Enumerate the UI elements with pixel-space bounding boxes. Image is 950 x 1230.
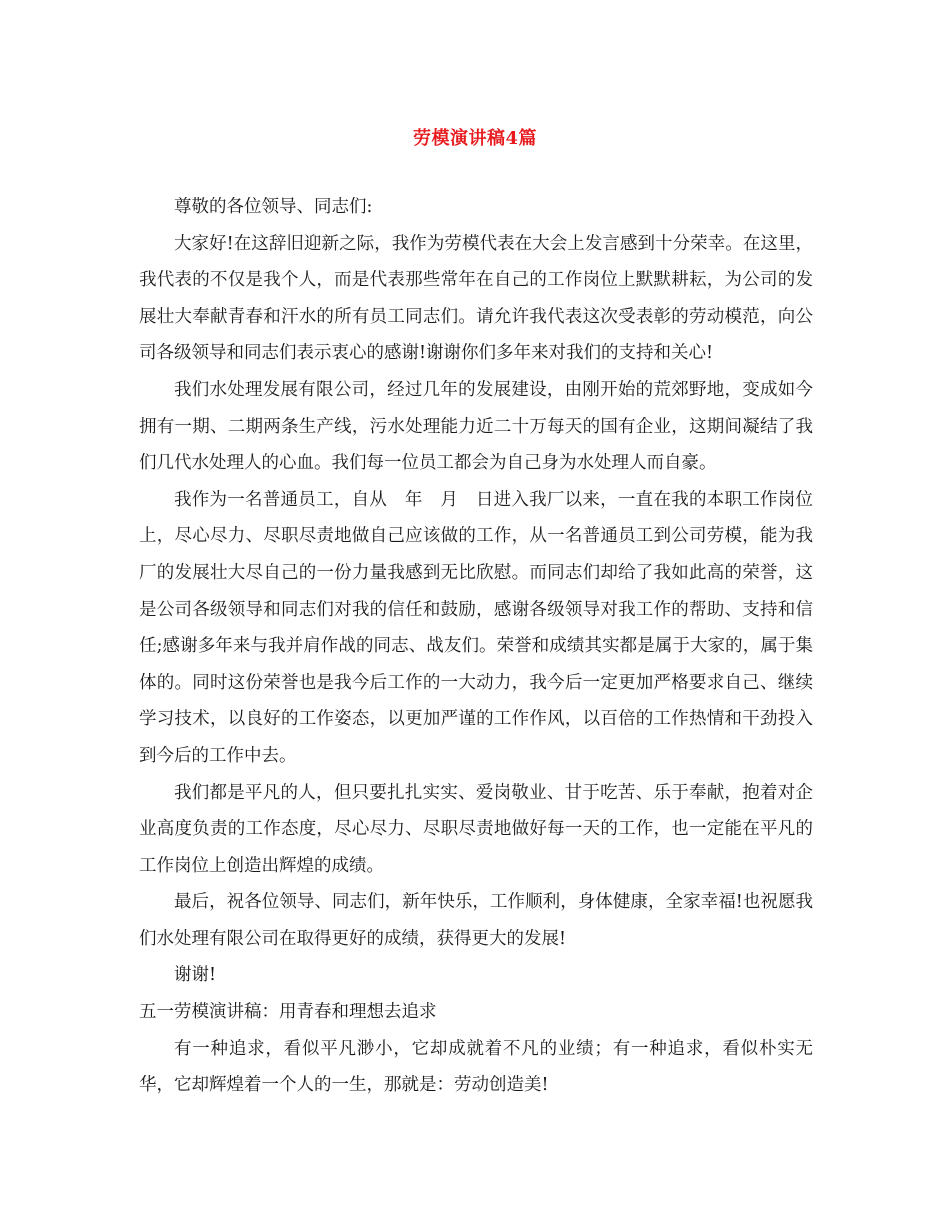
body-paragraph: 大家好!在这辞旧迎新之际，我作为劳模代表在大会上发言感到十分荣幸。在这里，我代表的不仅是我个人，而是代表那些常年在自己的工作岗位上默默耕耘，为公司的发展壮大奉献青春和汗水的所有员工同志们。请允许我代表这次受表彰的劳动模范，向公司各级领导和同志们表示衷心的感谢!谢谢你们多年来对我们的支持和关心! xyxy=(139,233,813,364)
body-paragraph: 最后，祝各位领导、同志们，新年快乐，工作顺利，身体健康，全家幸福!也祝愿我们水处理有限公司在取得更好的成绩，获得更大的发展! xyxy=(139,892,813,949)
salutation-paragraph: 尊敬的各位领导、同志们: xyxy=(174,197,373,217)
body-paragraph: 有一种追求，看似平凡渺小，它却成就着不凡的业绩；有一种追求，看似朴实无华，它却辉煌着一个人的一生，那就是：劳动创造美! xyxy=(139,1038,813,1096)
document-title: 劳模演讲稿4篇 xyxy=(412,128,538,149)
body-paragraph: 我们水处理发展有限公司，经过几年的发展建设，由刚开始的荒郊野地，变成如今拥有一期、二期两条生产线，污水处理能力近二十万每天的国有企业，这期间凝结了我们几代水处理人的心血。我们每一位员工都会为自己身为水处理人而自豪。 xyxy=(139,379,813,474)
document-body xyxy=(139,189,813,1104)
section-heading: 五一劳模演讲稿：用青春和理想去追求 xyxy=(139,1002,437,1023)
closing-paragraph: 谢谢! xyxy=(174,965,217,986)
body-paragraph: 我作为一名普通员工，自从 年 月 日进入我厂以来，一直在我的本职工作岗位上，尽心尽力、尽职尽责地做自己应该做的工作，从一名普通员工到公司劳模，能为我厂的发展壮大尽自己的一份力量我感到无比欣慰。而同志们却给了我如此高的荣誉，这是公司各级领导和同志们对我的信任和鼓励，感谢各级领导对我工作的帮助、支持和信任;感谢多年来与我并肩作战的同志、战友们。荣誉和成绩其实都是属于大家的，属于集体的。同时这份荣誉也是我今后工作的一大动力，我今后一定更加严格要求自己、继续学习技术，以良好的工作姿态，以更加严谨的工作作风，以百倍的工作热情和干劲投入到今后的工作中去。 xyxy=(139,489,813,766)
body-paragraph: 我们都是平凡的人，但只要扎扎实实、爱岗敬业、甘于吃苦、乐于奉献，抱着对企业高度负责的工作态度，尽心尽力、尽职尽责地做好每一天的工作，也一定能在平凡的工作岗位上创造出辉煌的成绩。 xyxy=(139,782,813,876)
